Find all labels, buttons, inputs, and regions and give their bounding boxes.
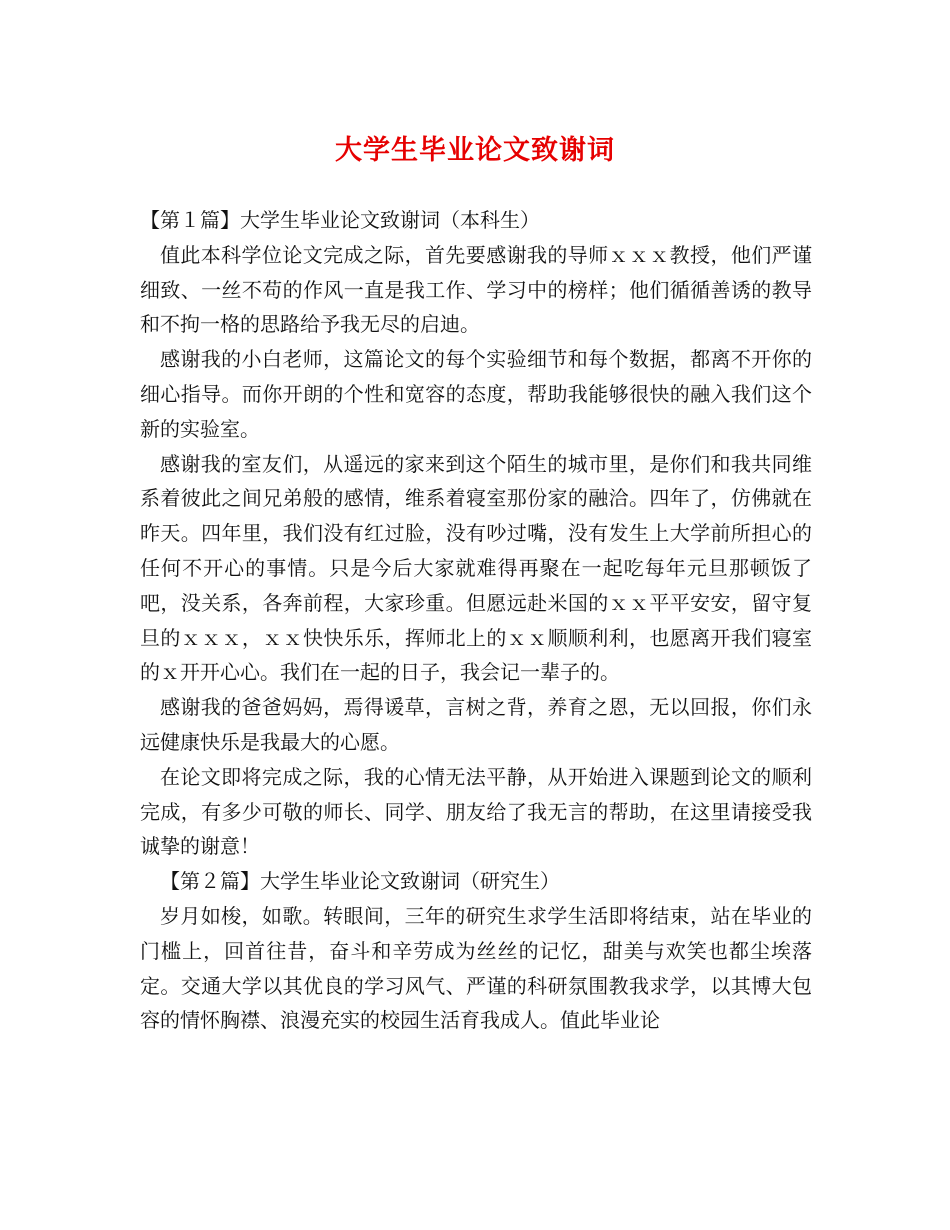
paragraph: 岁月如梭，如歌。转眼间，三年的研究生求学生活即将结束，站在毕业的门槛上，回首往昔，奋斗和辛劳成为丝丝的记忆，甜美与欢笑也都尘埃落定。交通大学以其优良的学习风气、严谨的科研氛围教我求学，以其博大包容的情怀胸襟、浪漫充实的校园生活育我成人。值此毕业论	[140, 903, 812, 1033]
paragraph: 感谢我的小白老师，这篇论文的每个实验细节和每个数据，都离不开你的细心指导。而你开朗的个性和宽容的态度，帮助我能够很快的融入我们这个新的实验室。	[140, 347, 812, 441]
paragraph: 感谢我的室友们，从遥远的家来到这个陌生的城市里，是你们和我共同维系着彼此之间兄弟般的感情，维系着寝室那份家的融洽。四年了，仿佛就在昨天。四年里，我们没有红过脸，没有吵过嘴，没有发生上大学前所担心的任何不开心的事情。只是今后大家就难得再聚在一起吃每年元旦那顿饭了吧，没关系，各奔前程，大家珍重。但愿远赴米国的ｘｘ平平安安，留守复旦的ｘｘｘ，ｘｘ快快乐乐，挥师北上的ｘｘ顺顺利利，也愿离开我们寝室的ｘ开开心心。我们在一起的日子，我会记一辈子的。	[140, 451, 812, 685]
paragraph: 值此本科学位论文完成之际，首先要感谢我的导师ｘｘｘ教授，他们严谨细致、一丝不苟的作风一直是我工作、学习中的榜样；他们循循善诱的教导和不拘一格的思路给予我无尽的启迪。	[140, 242, 812, 337]
section-heading: 【第１篇】大学生毕业论文致谢词（本科生）	[140, 208, 540, 232]
paragraph: 感谢我的爸爸妈妈，焉得谖草，言树之背，养育之恩，无以回报，你们永远健康快乐是我最大的心愿。	[140, 695, 812, 754]
section-heading: 【第２篇】大学生毕业论文致谢词（研究生）	[160, 869, 560, 894]
document-body	[140, 203, 812, 1038]
paragraph: 在论文即将完成之际，我的心情无法平静，从开始进入课题到论文的顺利完成，有多少可敬的师长、同学、朋友给了我无言的帮助，在这里请接受我诚挚的谢意！	[140, 764, 812, 859]
document-title: 大学生毕业论文致谢词	[335, 135, 615, 166]
